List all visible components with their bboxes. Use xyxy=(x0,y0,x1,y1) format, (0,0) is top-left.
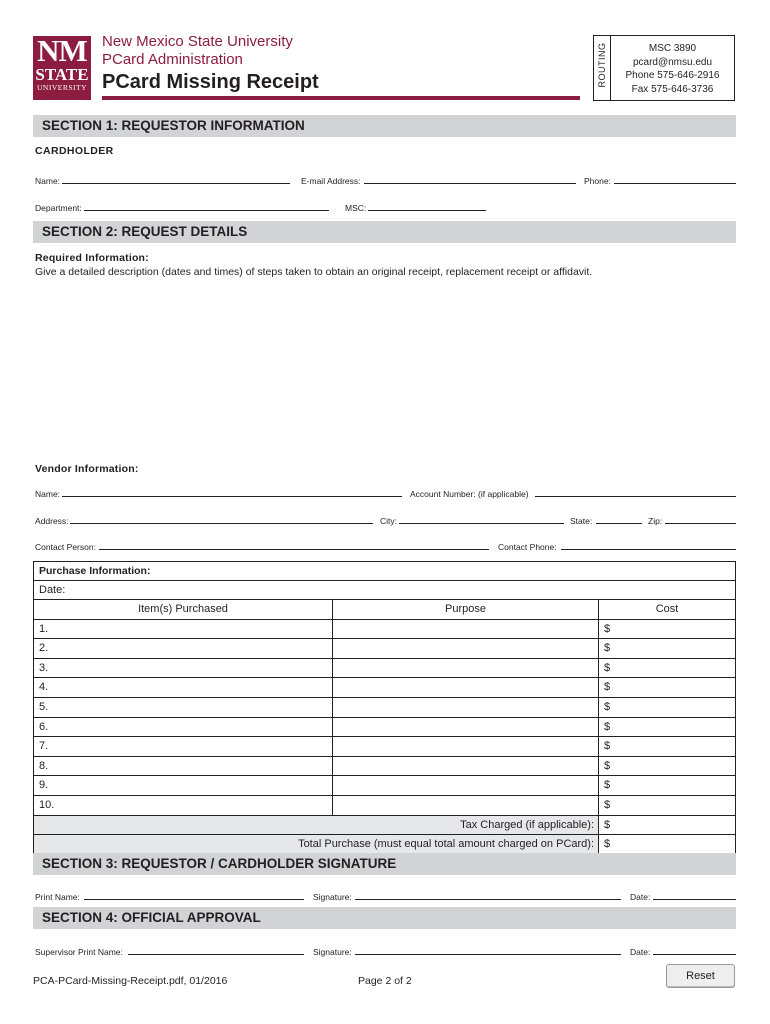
table-row xyxy=(34,796,735,816)
item-cell[interactable]: 5. xyxy=(34,698,333,717)
table-row xyxy=(34,639,735,659)
approval-signature-label: Signature: xyxy=(313,947,352,957)
cost-cell[interactable]: $ xyxy=(604,622,611,635)
department-name: PCard Administration xyxy=(102,51,243,68)
tax-row xyxy=(34,816,735,836)
purpose-cell[interactable] xyxy=(333,678,599,697)
form-title: PCard Missing Receipt xyxy=(102,71,319,93)
university-name: New Mexico State University xyxy=(102,33,293,50)
column-cost: Cost xyxy=(655,603,679,615)
account-number-field[interactable] xyxy=(535,496,736,497)
purchase-date-field[interactable] xyxy=(34,581,735,600)
item-cell[interactable]: 9. xyxy=(34,776,333,795)
purpose-cell[interactable] xyxy=(333,698,599,717)
column-purpose: Purpose xyxy=(333,600,599,619)
approval-date-field[interactable] xyxy=(653,954,736,955)
vendor-info-label: Vendor Information: xyxy=(35,463,139,475)
table-row xyxy=(34,757,735,777)
purpose-cell[interactable] xyxy=(333,620,599,639)
reset-button[interactable]: Reset xyxy=(666,964,735,988)
purpose-cell[interactable] xyxy=(333,718,599,737)
item-cell[interactable]: 10. xyxy=(34,796,333,815)
purpose-cell[interactable] xyxy=(333,757,599,776)
table-row xyxy=(34,698,735,718)
routing-fax: Fax 575-646-3736 xyxy=(631,83,714,95)
address-label: Address: xyxy=(35,516,69,526)
item-cell[interactable]: 3. xyxy=(34,659,333,678)
city-label: City: xyxy=(380,516,397,526)
purchase-table xyxy=(33,561,736,855)
contact-person-field[interactable] xyxy=(99,549,489,550)
cost-cell[interactable]: $ xyxy=(604,700,611,713)
section-1-header: SECTION 1: REQUESTOR INFORMATION xyxy=(33,115,736,137)
msc-label: MSC: xyxy=(345,203,367,213)
msc-field[interactable] xyxy=(368,210,486,211)
cardholder-label: CARDHOLDER xyxy=(35,145,114,157)
table-row xyxy=(34,737,735,757)
cardholder-name-field[interactable] xyxy=(62,183,290,184)
print-name-field[interactable] xyxy=(84,899,304,900)
cost-cell[interactable]: $ xyxy=(604,740,611,753)
routing-label: ROUTING xyxy=(597,42,607,88)
table-row xyxy=(34,659,735,679)
table-row xyxy=(34,620,735,640)
address-field[interactable] xyxy=(70,523,373,524)
contact-person-label: Contact Person: xyxy=(35,542,96,552)
logo-nm-text: NM xyxy=(37,33,87,68)
required-info-label: Required Information: xyxy=(35,252,149,264)
state-field[interactable] xyxy=(596,523,642,524)
section-3-header: SECTION 3: REQUESTOR / CARDHOLDER SIGNATURE xyxy=(33,853,736,875)
email-field[interactable] xyxy=(364,183,576,184)
table-header xyxy=(34,600,735,620)
total-field[interactable]: $ xyxy=(604,838,611,851)
item-cell[interactable]: 6. xyxy=(34,718,333,737)
item-cell[interactable]: 8. xyxy=(34,757,333,776)
purpose-cell[interactable] xyxy=(333,796,599,815)
print-name-label: Print Name: xyxy=(35,892,80,902)
approval-date-label: Date: xyxy=(630,947,651,957)
cost-cell[interactable]: $ xyxy=(604,779,611,792)
approval-signature-field[interactable] xyxy=(355,954,621,955)
department-label: Department: xyxy=(35,203,82,213)
email-label: E-mail Address: xyxy=(301,176,361,186)
zip-field[interactable] xyxy=(665,523,736,524)
item-cell[interactable]: 2. xyxy=(34,639,333,658)
description-area[interactable] xyxy=(33,282,736,454)
routing-email: pcard@nmsu.edu xyxy=(632,56,713,68)
phone-label: Phone: xyxy=(584,176,611,186)
purpose-cell[interactable] xyxy=(333,776,599,795)
department-field[interactable] xyxy=(84,210,329,211)
title-rule xyxy=(102,96,580,100)
account-number-label: Account Number: (if applicable) xyxy=(410,489,529,499)
tax-field[interactable]: $ xyxy=(604,818,611,831)
item-cell[interactable]: 1. xyxy=(34,620,333,639)
state-label: State: xyxy=(570,516,593,526)
supervisor-name-label: Supervisor Print Name: xyxy=(35,947,123,957)
cost-cell[interactable]: $ xyxy=(604,681,611,694)
nmsu-logo xyxy=(33,33,91,100)
cost-cell[interactable]: $ xyxy=(604,642,611,655)
section-4-header: SECTION 4: OFFICIAL APPROVAL xyxy=(33,907,736,929)
total-row xyxy=(34,835,735,854)
purpose-cell[interactable] xyxy=(333,639,599,658)
cost-cell[interactable]: $ xyxy=(604,798,611,811)
table-row xyxy=(34,718,735,738)
footer-page-number: Page 2 of 2 xyxy=(358,975,412,987)
contact-phone-field[interactable] xyxy=(561,549,736,550)
signature-label: Signature: xyxy=(313,892,352,902)
item-cell[interactable]: 7. xyxy=(34,737,333,756)
vendor-name-field[interactable] xyxy=(62,496,402,497)
purchase-info-label: Purchase Information: xyxy=(34,562,735,581)
signature-field[interactable] xyxy=(355,899,621,900)
column-items: Item(s) Purchased xyxy=(34,600,333,619)
routing-msc: MSC 3890 xyxy=(648,43,697,54)
cardholder-name-label: Name: xyxy=(35,176,61,186)
cost-cell[interactable]: $ xyxy=(604,759,611,772)
table-row xyxy=(34,776,735,796)
request-instructions: Give a detailed description (dates and times) of steps taken to obtain an original receipt, replacement receipt or affidavit. xyxy=(35,266,593,278)
supervisor-name-field[interactable] xyxy=(128,954,304,955)
purchase-date-label: Date: xyxy=(39,584,66,596)
city-field[interactable] xyxy=(399,523,564,524)
tax-label: Tax Charged (if applicable): xyxy=(34,816,599,835)
signature-date-field[interactable] xyxy=(653,899,736,900)
zip-label: Zip: xyxy=(648,516,663,526)
total-label: Total Purchase (must equal total amount charged on PCard): xyxy=(34,835,599,854)
vendor-name-label: Name: xyxy=(35,489,61,499)
purpose-cell[interactable] xyxy=(333,737,599,756)
item-cell[interactable]: 4. xyxy=(34,678,333,697)
routing-info xyxy=(611,42,734,96)
section-2-header: SECTION 2: REQUEST DETAILS xyxy=(33,221,736,243)
contact-phone-label: Contact Phone: xyxy=(498,542,557,552)
cost-cell[interactable]: $ xyxy=(604,661,611,674)
routing-box xyxy=(593,35,735,101)
phone-field[interactable] xyxy=(614,183,736,184)
purpose-cell[interactable] xyxy=(333,659,599,678)
signature-date-label: Date: xyxy=(630,892,651,902)
routing-label-column xyxy=(594,36,611,100)
footer-filename: PCA-PCard-Missing-Receipt.pdf, 01/2016 xyxy=(33,975,228,987)
routing-phone: Phone 575-646-2916 xyxy=(625,70,720,81)
logo-university-text: UNIVERSITY xyxy=(37,83,87,92)
logo-state-text: STATE xyxy=(35,65,89,84)
cost-cell[interactable]: $ xyxy=(604,720,611,733)
table-row xyxy=(34,678,735,698)
